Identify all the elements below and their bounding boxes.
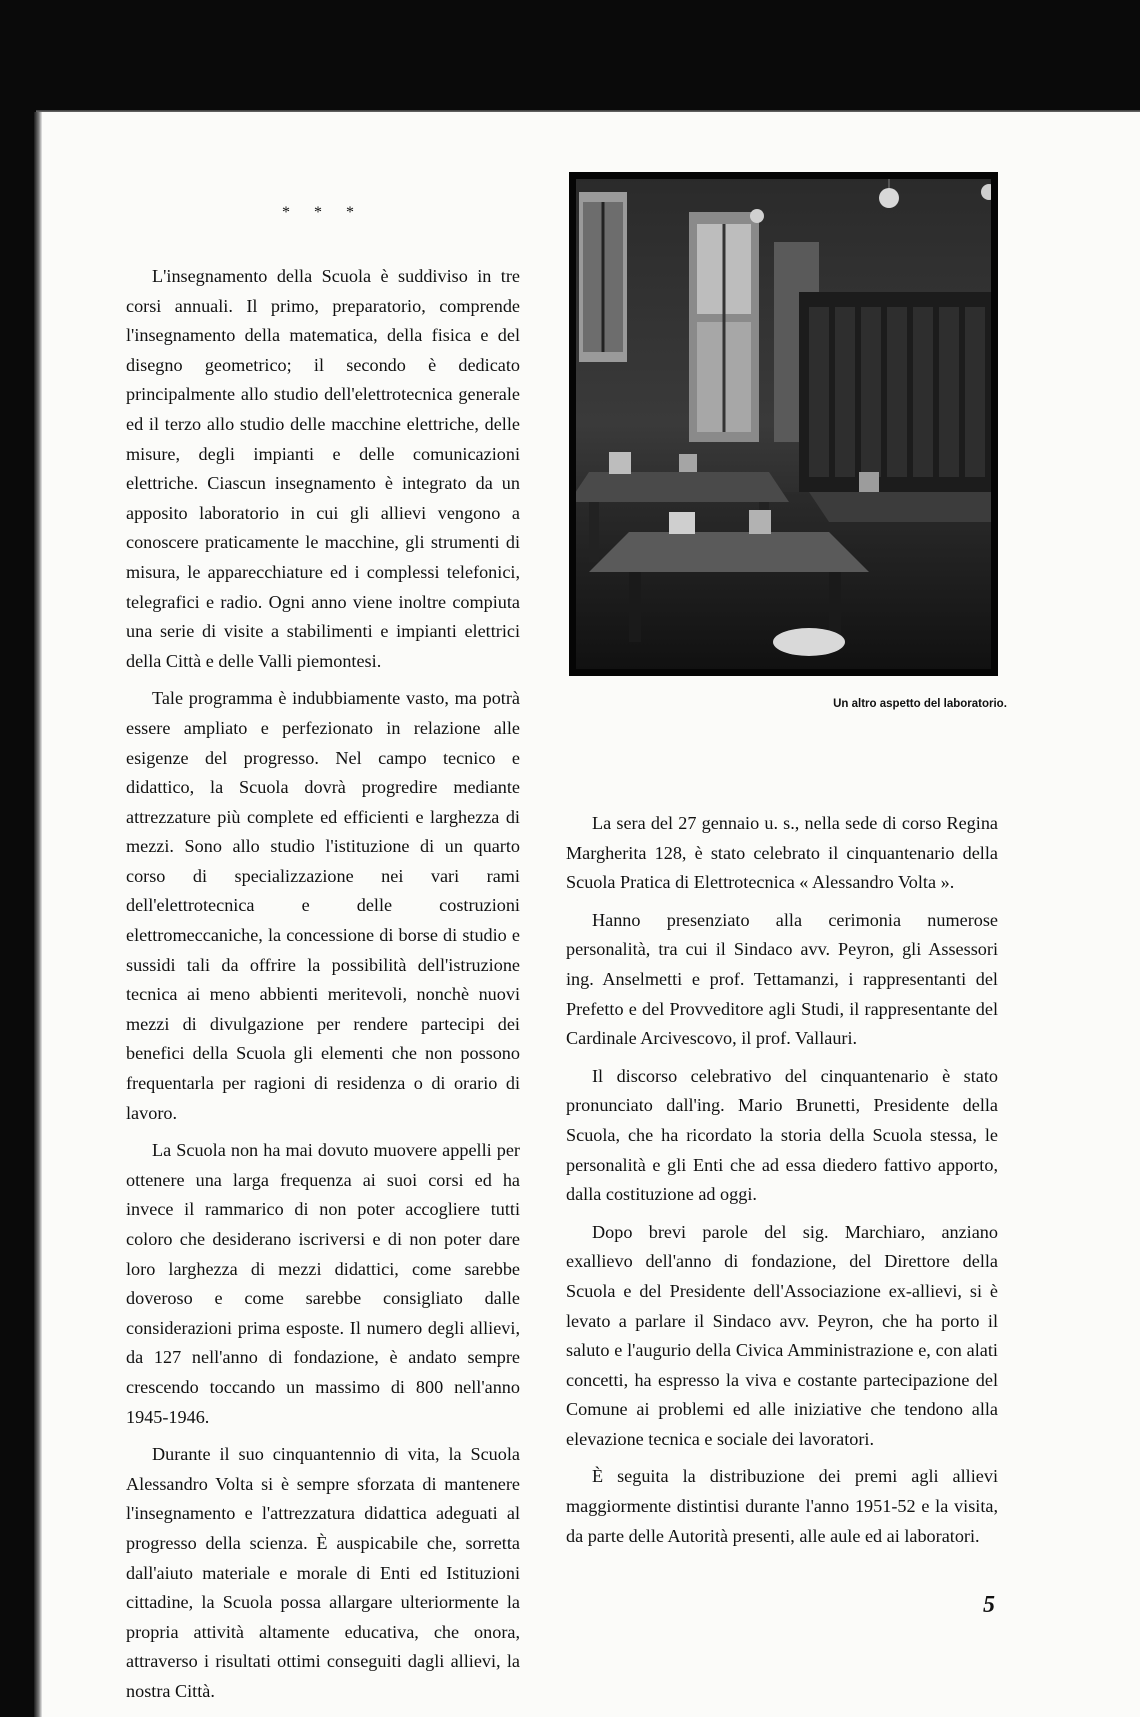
photo-caption: Un altro aspetto del laboratorio. <box>833 698 1007 710</box>
paragraph: Tale programma è indubbiamente vasto, ma potrà essere ampliato e perfezionato in relazione alle esigenze del progresso. Nel campo tecnico e didattico, la Scuola dovrà progredire mediante attrezzature più complete ed efficienti e larghezza di mezzi. Sono allo studio l'istituzione di un quarto corso di specializzazione nei vari rami dell'elettrotecnica e delle costruzioni elettromeccaniche, la concessione di borse di studio e sussidi tali da offrire la possibilità dell'istruzione tecnica ai meno abbienti meritevoli, nonchè nuovi mezzi di divulgazione per rendere partecipi dei benefici della Scuola gli elementi che non possono frequentarla per ragioni di residenza o di orario di lavoro. <box>126 688 520 1123</box>
paragraph: Il discorso celebrativo del cinquantenario è stato pronunciato dall'ing. Mario Brunetti, Presidente della Scuola, che ha ricordato la storia della Scuola stessa, le personalità e gli Enti che ad essa diedero fattivo apporto, dalla costituzione ad oggi. <box>566 1065 998 1205</box>
laboratory-photo-illustration <box>569 172 998 676</box>
laboratory-photo <box>569 172 998 676</box>
paragraph: Durante il suo cinquantennio di vita, la Scuola Alessandro Volta si è sempre sforzata di mantenere l'insegnamento e l'attrezzatura didattica adeguati al progresso della scienza. È auspicabile che, sorretta dall'aiuto materiale e morale di Enti ed Istituzioni cittadine, la Scuola possa allargare ulteriormente la propria attività altamente educativa, che onora, attraverso i risultati ottimi conseguiti dagli allievi, la nostra Città. <box>126 1444 520 1701</box>
paragraph: La Scuola non ha mai dovuto muovere appelli per ottenere una larga frequenza ai suoi corsi ed ha invece il rammarico di non poter accogliere tutti coloro che desiderano iscriversi e di non poter dare loro larghezza di mezzi didattici, come sarebbe doveroso e come sarebbe consigliato dalle considerazioni prima esposte. Il numero degli allievi, da 127 nell'anno di fondazione, è andato sempre crescendo toccando un massimo di 800 nell'anno 1945-1946. <box>126 1140 520 1427</box>
page-binding-edge <box>34 112 42 1717</box>
left-column <box>126 262 520 1707</box>
paragraph: La sera del 27 gennaio u. s., nella sede di corso Regina Margherita 128, è stato celebrato il cinquantenario della Scuola Pratica di Elettrotecnica « Alessandro Volta ». <box>566 813 998 893</box>
section-ornament: * * * <box>282 204 364 221</box>
paragraph: L'insegnamento della Scuola è suddiviso in tre corsi annuali. Il primo, preparatorio, comprende l'insegnamento della matematica, della fisica e del disegno geometrico; il secondo è dedicato principalmente allo studio dell'elettrotecnica generale ed il terzo allo studio delle macchine elettriche, delle misure, degli impianti e delle comunicazioni elettriche. Ciascun insegnamento è integrato da un apposito laboratorio in cui gli allievi vengono a conoscere praticamente le macchine, gli strumenti di misura, le apparecchiature ed i complessi telefonici, telegrafici e radio. Ogni anno viene inoltre compiuta una serie di visite a stabilimenti e impianti elettrici della Città e delle Valli piemontesi. <box>126 266 520 671</box>
paragraph: È seguita la distribuzione dei premi agli allievi maggiormente distintisi durante l'anno 1951-52 e la visita, da parte delle Autorità presenti, alle aule ed ai laboratori. <box>566 1466 998 1546</box>
page-number: 5 <box>983 1592 995 1618</box>
paragraph: Dopo brevi parole del sig. Marchiaro, anziano exallievo dell'anno di fondazione, del Direttore della Scuola e del Presidente dell'Associazione ex-allievi, si è levato a parlare il Sindaco avv. Peyron, che ha porto il saluto e l'augurio della Civica Amministrazione e, con alati concetti, ha espresso la viva e costante partecipazione del Comune ai problemi ed alle iniziative che tendono alla elevazione tecnica e sociale dei lavoratori. <box>566 1221 998 1449</box>
paragraph: Hanno presenziato alla cerimonia numerose personalità, tra cui il Sindaco avv. Peyron, gli Assessori ing. Anselmetti e prof. Tettamanzi, i rappresentanti del Prefetto e del Provveditore agli Studi, il rappresentante del Cardinale Arcivescovo, il prof. Vallauri. <box>566 909 998 1049</box>
right-column <box>566 809 998 1551</box>
